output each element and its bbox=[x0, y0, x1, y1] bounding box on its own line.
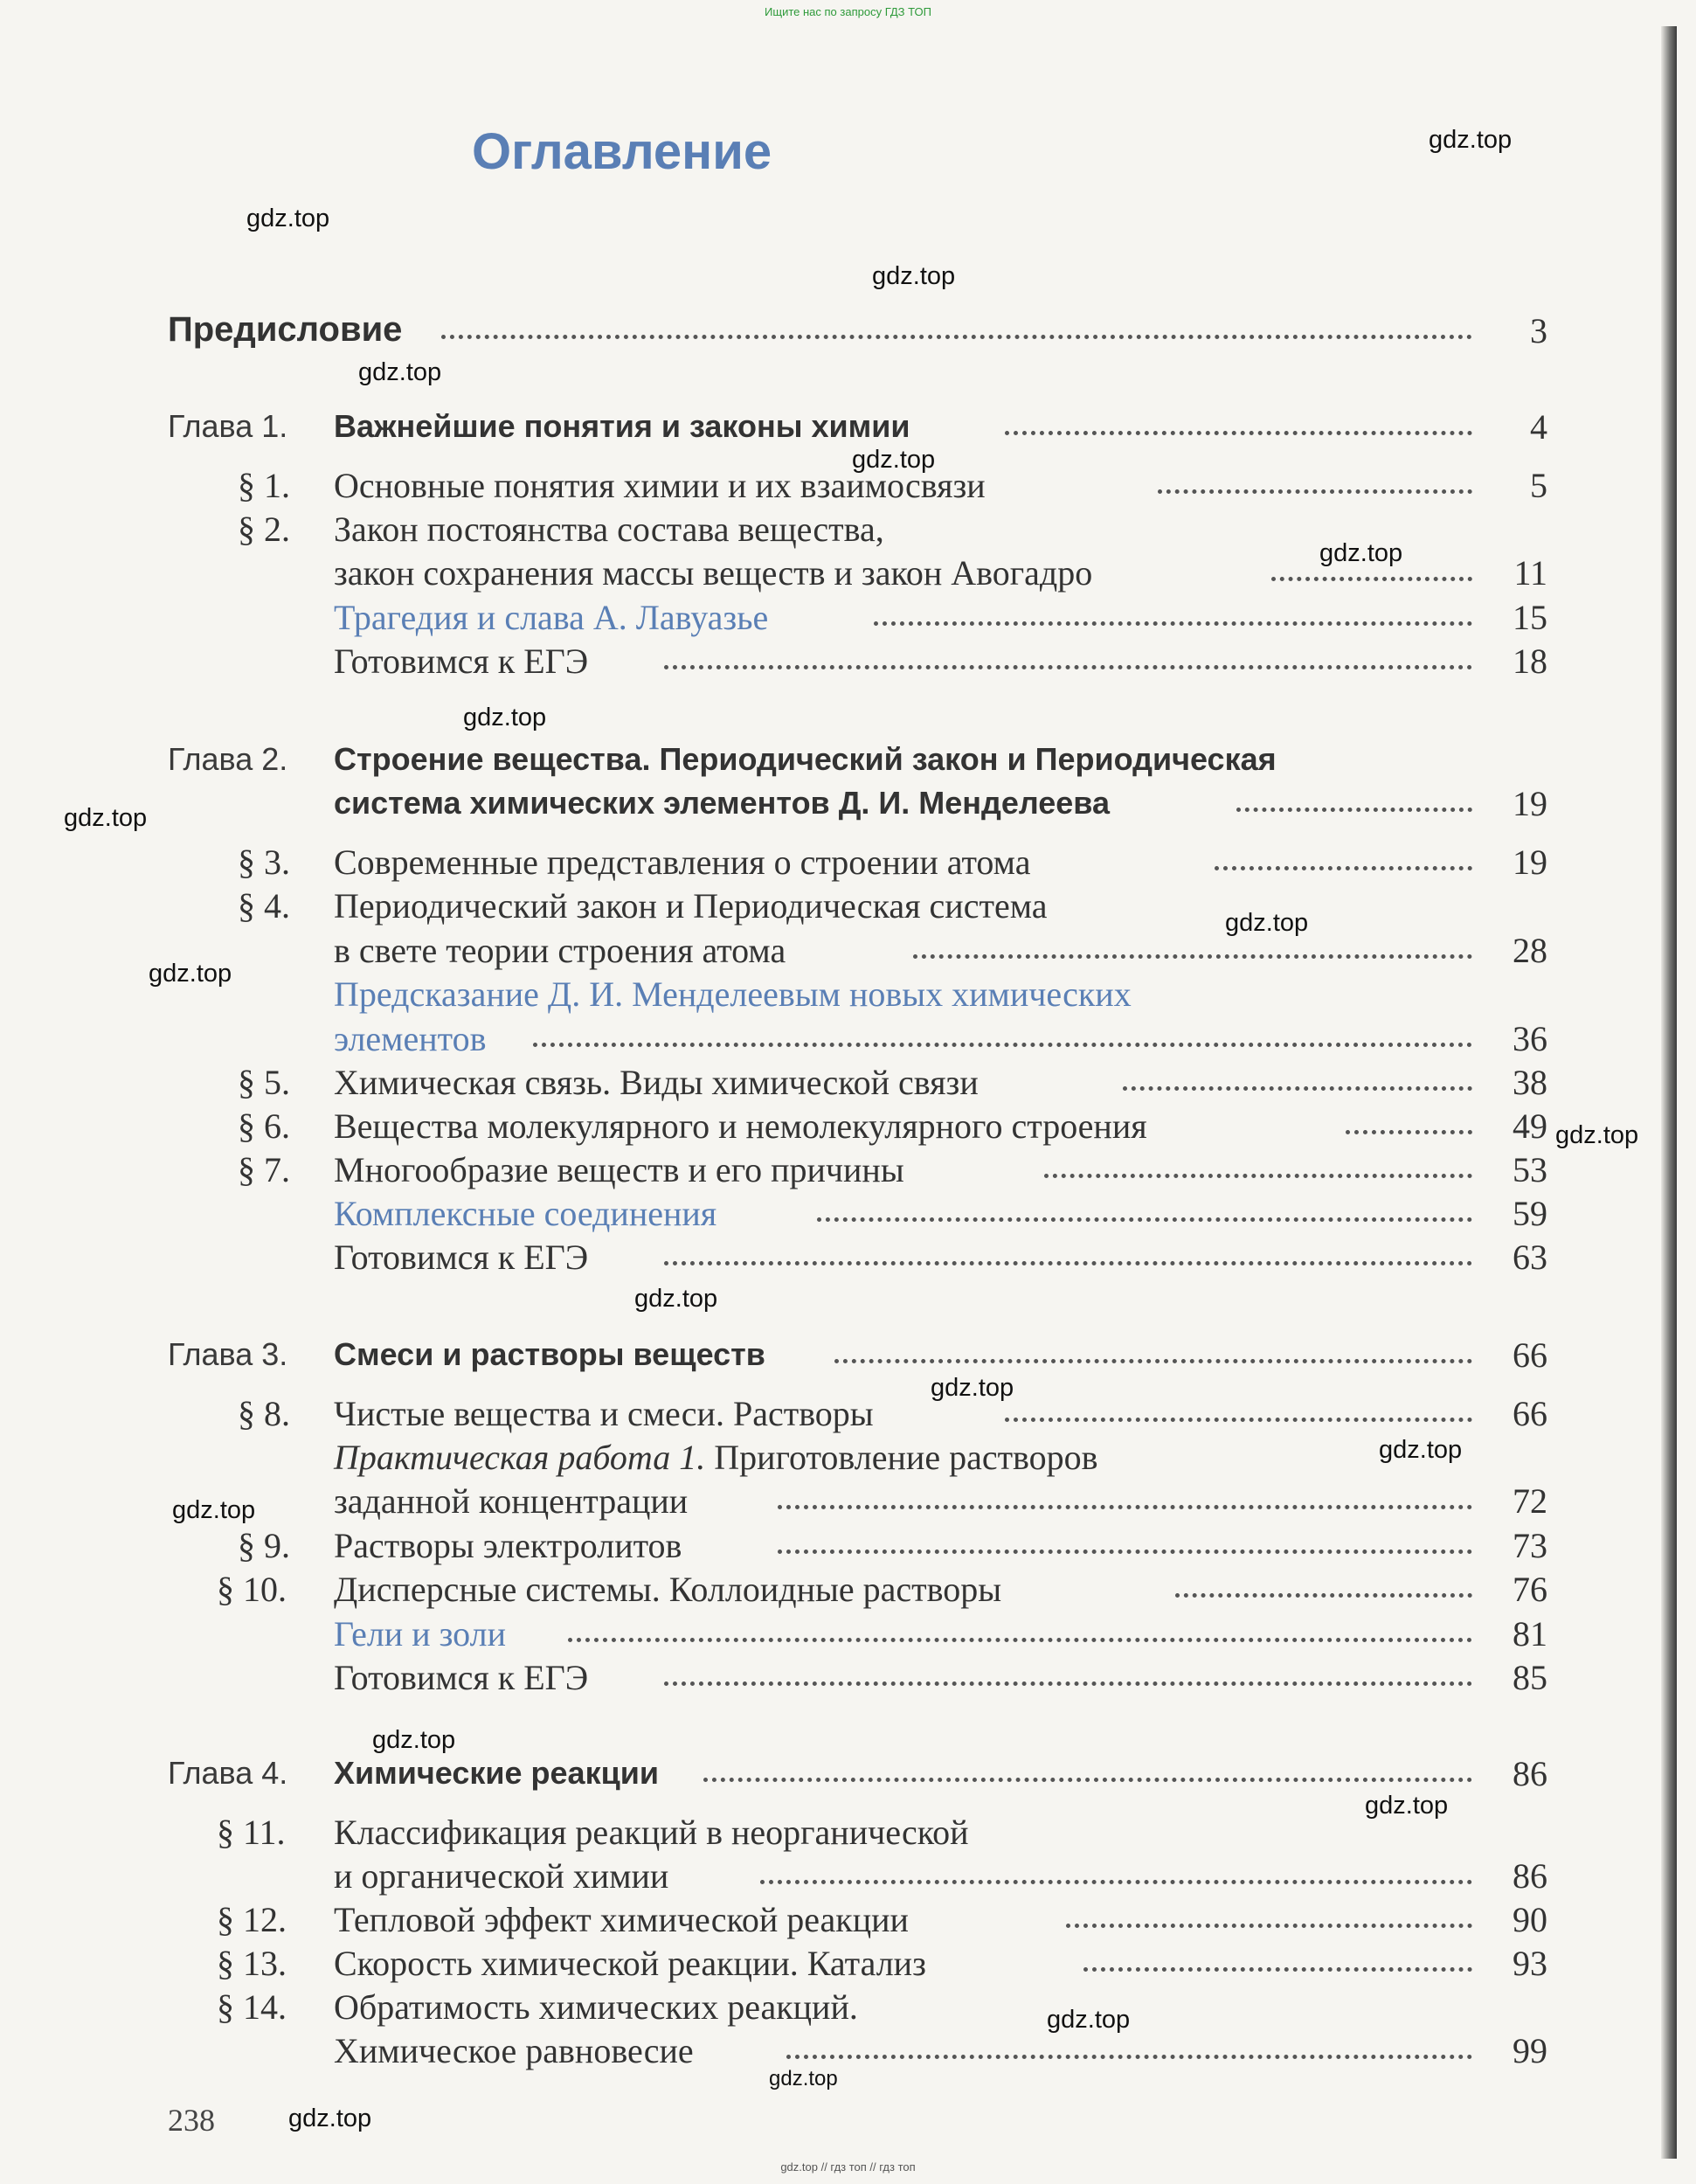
entry-text: Чистые вещества и смеси. Растворы bbox=[334, 1394, 874, 1433]
dot-leader bbox=[834, 1359, 1472, 1363]
toc-entry-s14[interactable] bbox=[0, 1986, 1696, 2035]
watermark: gdz.top bbox=[246, 205, 330, 232]
toc-entry-s12[interactable] bbox=[0, 1899, 1696, 1948]
watermark: gdz.top bbox=[931, 1374, 1014, 1402]
dot-leader bbox=[1215, 866, 1472, 870]
dot-leader bbox=[1123, 1086, 1472, 1091]
entry-text: Скорость химической реакции. Катализ bbox=[334, 1944, 926, 1983]
chapter-label: Глава 4. bbox=[168, 1755, 288, 1791]
section-number: § 6. bbox=[238, 1106, 290, 1146]
entry-page: 38 bbox=[1513, 1063, 1547, 1102]
search-hint: Ищите нас по запросу ГДЗ ТОП bbox=[765, 5, 931, 18]
watermark: gdz.top bbox=[1319, 539, 1403, 567]
entry-text: Гели и золи bbox=[334, 1614, 507, 1654]
dot-leader bbox=[778, 1505, 1472, 1509]
toc-entry-s11-cont[interactable] bbox=[0, 1855, 1696, 1904]
section-number: § 4. bbox=[238, 886, 290, 926]
entry-text: Трагедия и слава А. Лавуазье bbox=[334, 598, 769, 637]
dot-leader bbox=[533, 1043, 1472, 1047]
entry-page: 63 bbox=[1513, 1238, 1547, 1277]
page-title: Оглавление bbox=[472, 123, 772, 180]
section-number: § 10. bbox=[217, 1570, 287, 1609]
toc-entry-s8[interactable] bbox=[0, 1393, 1696, 1442]
entry-text: Растворы электролитов bbox=[334, 1526, 682, 1565]
section-number: § 2. bbox=[238, 510, 290, 549]
toc-entry-lavoisier[interactable] bbox=[0, 597, 1696, 646]
entry-text: Дисперсные системы. Коллоидные растворы bbox=[334, 1570, 1002, 1609]
watermark: gdz.top bbox=[634, 1285, 718, 1313]
entry-text: Закон постоянства состава вещества, bbox=[334, 510, 884, 549]
entry-text: и органической химии bbox=[334, 1856, 669, 1896]
entry-page: 3 bbox=[1530, 311, 1547, 350]
toc-chapter-2[interactable] bbox=[0, 739, 1696, 788]
watermark: gdz.top bbox=[1555, 1121, 1639, 1149]
entry-page: 59 bbox=[1513, 1194, 1547, 1233]
entry-page: 66 bbox=[1513, 1335, 1547, 1375]
watermark: gdz.top bbox=[1225, 909, 1309, 937]
entry-page: 72 bbox=[1513, 1481, 1547, 1521]
entry-text: закон сохранения массы веществ и закон Авогадро bbox=[334, 553, 1093, 593]
toc-entry-preface[interactable] bbox=[0, 310, 1696, 359]
dot-leader bbox=[913, 954, 1472, 959]
section-number: § 5. bbox=[238, 1063, 290, 1102]
toc-entry-s10[interactable] bbox=[0, 1569, 1696, 1618]
section-number: § 12. bbox=[217, 1900, 287, 1939]
chapter-title: Важнейшие понятия и законы химии bbox=[334, 408, 910, 444]
entry-text: Готовимся к ЕГЭ bbox=[334, 1658, 589, 1697]
watermark: gdz.top bbox=[172, 1496, 256, 1524]
dot-leader bbox=[1066, 1924, 1472, 1928]
chapter-label: Глава 2. bbox=[168, 741, 288, 777]
entry-text: Современные представления о строении атома bbox=[334, 842, 1031, 882]
chapter-title: Строение вещества. Периодический закон и Периодическая bbox=[334, 741, 1277, 777]
toc-entry-s13[interactable] bbox=[0, 1943, 1696, 1992]
entry-text: Периодический закон и Периодическая система bbox=[334, 886, 1048, 926]
dot-leader bbox=[664, 665, 1472, 669]
entry-page: 15 bbox=[1513, 598, 1547, 637]
entry-page: 86 bbox=[1513, 1856, 1547, 1896]
watermark: gdz.top bbox=[852, 446, 936, 474]
entry-text: Классификация реакций в неорганической bbox=[334, 1813, 969, 1852]
entry-page: 76 bbox=[1513, 1570, 1547, 1609]
entry-text: заданной концентрации bbox=[334, 1481, 689, 1521]
toc-entry-gels[interactable] bbox=[0, 1613, 1696, 1662]
entry-text: элементов bbox=[334, 1019, 487, 1058]
toc-chapter-3[interactable] bbox=[0, 1335, 1696, 1383]
entry-page: 18 bbox=[1513, 641, 1547, 681]
entry-text: Готовимся к ЕГЭ bbox=[334, 641, 589, 681]
entry-page: 81 bbox=[1513, 1614, 1547, 1654]
dot-leader bbox=[1271, 577, 1472, 581]
toc-chapter-2-cont[interactable] bbox=[0, 783, 1696, 832]
toc-entry-prediction-cont[interactable] bbox=[0, 1018, 1696, 1067]
entry-page: 5 bbox=[1530, 466, 1547, 505]
section-number: § 11. bbox=[217, 1813, 286, 1852]
entry-page: 66 bbox=[1513, 1394, 1547, 1433]
section-number: § 1. bbox=[238, 466, 290, 505]
section-number: § 9. bbox=[238, 1526, 290, 1565]
chapter-title: Смеси и растворы веществ bbox=[334, 1336, 765, 1372]
watermark: gdz.top bbox=[1365, 1792, 1449, 1820]
entry-text: Тепловой эффект химической реакции bbox=[334, 1900, 909, 1939]
section-number: § 14. bbox=[217, 1987, 287, 2027]
dot-leader bbox=[703, 1778, 1472, 1782]
dot-leader bbox=[1083, 1967, 1472, 1972]
section-number: § 8. bbox=[238, 1394, 290, 1433]
entry-text: Химическое равновесие bbox=[334, 2031, 694, 2070]
entry-page: 86 bbox=[1513, 1754, 1547, 1793]
entry-text: Основные понятия химии и их взаимосвязи bbox=[334, 466, 986, 505]
watermark: gdz.top bbox=[149, 960, 232, 988]
entry-page: 90 bbox=[1513, 1900, 1547, 1939]
dot-leader bbox=[664, 1681, 1472, 1686]
dot-leader bbox=[1175, 1593, 1472, 1598]
dot-leader bbox=[786, 2055, 1472, 2059]
watermark: gdz.top bbox=[872, 262, 956, 290]
watermark: gdz.top bbox=[358, 358, 442, 386]
toc-entry-prediction[interactable] bbox=[0, 974, 1696, 1023]
watermark: gdz.top bbox=[1047, 2006, 1131, 2034]
entry-page: 28 bbox=[1513, 931, 1547, 970]
toc-entry-complex[interactable] bbox=[0, 1193, 1696, 1242]
footer-note: gdz.top // гдз топ // гдз топ bbox=[780, 2160, 916, 2174]
toc-entry-s2[interactable] bbox=[0, 509, 1696, 558]
toc-entry-s3[interactable] bbox=[0, 842, 1696, 891]
entry-page: 85 bbox=[1513, 1658, 1547, 1697]
section-number: § 7. bbox=[238, 1150, 290, 1189]
entry-text: Вещества молекулярного и немолекулярного строения bbox=[334, 1106, 1147, 1146]
dot-leader bbox=[760, 1880, 1472, 1884]
dot-leader bbox=[1346, 1130, 1472, 1134]
toc-chapter-1[interactable] bbox=[0, 406, 1696, 455]
entry-page: 19 bbox=[1513, 842, 1547, 882]
chapter-title: Химические реакции bbox=[334, 1755, 659, 1791]
section-number: § 13. bbox=[217, 1944, 287, 1983]
watermark: gdz.top bbox=[64, 804, 148, 832]
dot-leader bbox=[874, 621, 1472, 626]
dot-leader bbox=[1005, 431, 1472, 435]
toc-entry-s5[interactable] bbox=[0, 1062, 1696, 1111]
chapter-title: система химических элементов Д. И. Менделеева bbox=[334, 785, 1110, 821]
toc-entry-s7[interactable] bbox=[0, 1149, 1696, 1198]
entry-text: Многообразие веществ и его причины bbox=[334, 1150, 904, 1189]
dot-leader bbox=[568, 1638, 1472, 1642]
dot-leader bbox=[441, 335, 1472, 339]
chapter-label: Глава 3. bbox=[168, 1336, 288, 1372]
entry-page: 53 bbox=[1513, 1150, 1547, 1189]
watermark: gdz.top bbox=[1379, 1436, 1463, 1464]
watermark: gdz.top bbox=[769, 2067, 838, 2090]
toc-entry-ege-1[interactable] bbox=[0, 641, 1696, 690]
entry-text bbox=[334, 1437, 1098, 1478]
practical-title: Приготовление растворов bbox=[705, 1438, 1098, 1477]
toc-entry-ege-3[interactable] bbox=[0, 1657, 1696, 1706]
dot-leader bbox=[1005, 1418, 1472, 1422]
dot-leader bbox=[778, 1550, 1472, 1554]
entry-page: 73 bbox=[1513, 1526, 1547, 1565]
watermark: gdz.top bbox=[372, 1726, 456, 1754]
entry-page: 49 bbox=[1513, 1106, 1547, 1146]
practical-label: Практическая работа 1. bbox=[334, 1438, 706, 1477]
entry-text: Предсказание Д. И. Менделеевым новых химических bbox=[334, 974, 1132, 1014]
dot-leader bbox=[1236, 808, 1472, 812]
entry-text: Обратимость химических реакций. bbox=[334, 1987, 858, 2027]
entry-text: Комплексные соединения bbox=[334, 1194, 717, 1233]
entry-page: 36 bbox=[1513, 1019, 1547, 1058]
dot-leader bbox=[817, 1217, 1472, 1222]
watermark: gdz.top bbox=[463, 704, 547, 731]
toc-entry-s6[interactable] bbox=[0, 1106, 1696, 1154]
dot-leader bbox=[1044, 1174, 1472, 1178]
chapter-label: Глава 1. bbox=[168, 408, 288, 444]
toc-entry-s2-cont[interactable] bbox=[0, 552, 1696, 601]
dot-leader bbox=[1158, 489, 1472, 494]
entry-text: Готовимся к ЕГЭ bbox=[334, 1238, 589, 1277]
toc-entry-s9[interactable] bbox=[0, 1525, 1696, 1574]
entry-page: 99 bbox=[1513, 2031, 1547, 2070]
toc-entry-s1[interactable] bbox=[0, 465, 1696, 514]
watermark: gdz.top bbox=[1429, 126, 1513, 154]
toc-entry-s14-cont[interactable] bbox=[0, 2030, 1696, 2079]
entry-text: в свете теории строения атома bbox=[334, 931, 786, 970]
section-number: § 3. bbox=[238, 842, 290, 882]
watermark: gdz.top bbox=[288, 2104, 372, 2132]
entry-page: 4 bbox=[1530, 407, 1547, 447]
entry-page: 19 bbox=[1513, 784, 1547, 823]
toc-entry-s4[interactable] bbox=[0, 885, 1696, 934]
entry-page: 11 bbox=[1513, 553, 1547, 593]
entry-text: Предисловие bbox=[168, 310, 403, 349]
entry-text: Химическая связь. Виды химической связи bbox=[334, 1063, 979, 1102]
page-number: 238 bbox=[168, 2103, 215, 2138]
toc-entry-s4-cont[interactable] bbox=[0, 930, 1696, 979]
entry-page: 93 bbox=[1513, 1944, 1547, 1983]
toc-entry-ege-2[interactable] bbox=[0, 1237, 1696, 1286]
dot-leader bbox=[664, 1261, 1472, 1265]
